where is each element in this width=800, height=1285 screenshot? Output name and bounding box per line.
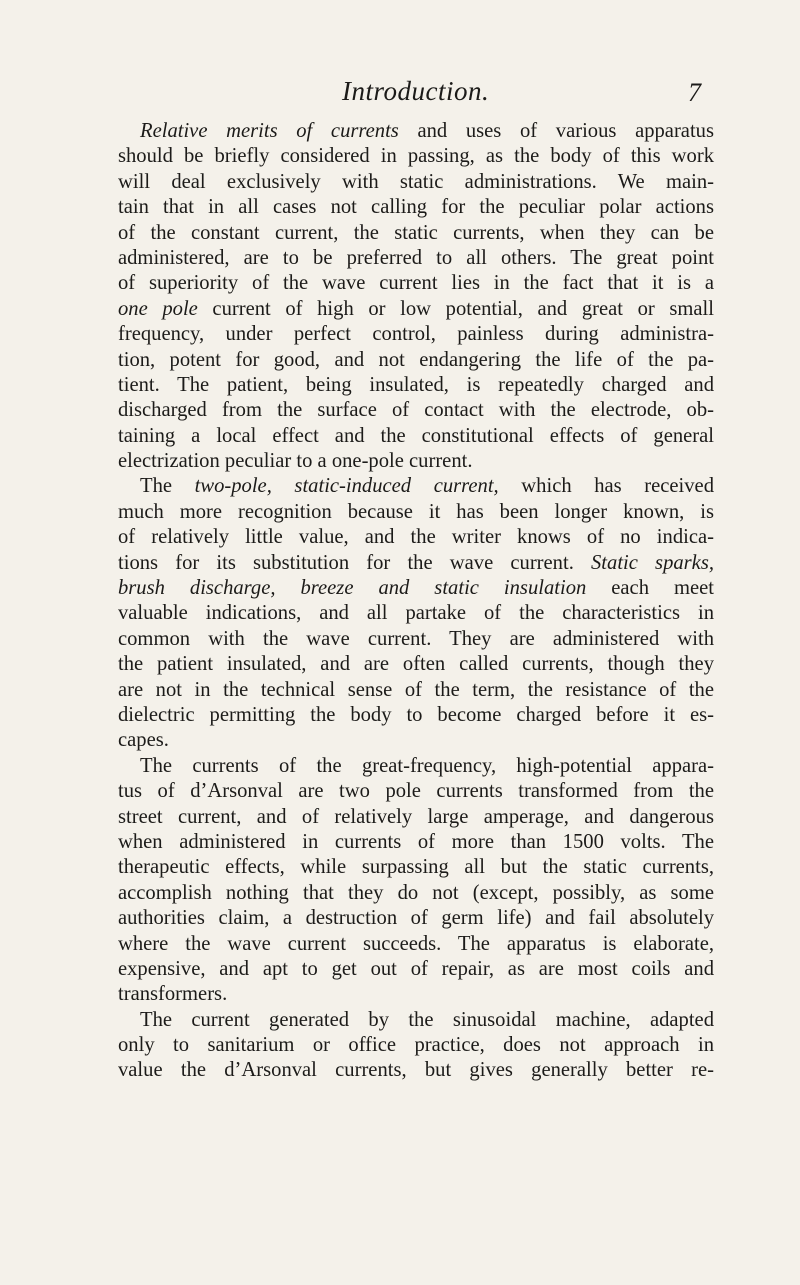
- italic-phrase: one pole: [118, 297, 198, 320]
- text-line: [118, 957, 714, 982]
- text-run: taining a local effect and the constitutional effects of general: [118, 424, 714, 447]
- text-line: [118, 1008, 714, 1033]
- text-line: [118, 271, 714, 296]
- text-run: tions for its substitution for the wave current.: [118, 551, 591, 574]
- text-run: tion, potent for good, and not endangering the life of the pa-: [118, 348, 714, 371]
- text-run: expensive, and apt to get out of repair, as are most coils and: [118, 957, 714, 980]
- text-run: of relatively little value, and the writer knows of no indica-: [118, 526, 714, 549]
- text-line: [118, 373, 714, 398]
- text-line: [118, 1033, 714, 1058]
- text-run: administered, are to be preferred to all others. The great point: [118, 246, 714, 269]
- text-line: [118, 881, 714, 906]
- text-run: discharged from the surface of contact with the electrode, ob-: [118, 399, 714, 422]
- text-line: [118, 906, 714, 931]
- body-text: [118, 119, 714, 1084]
- text-run: therapeutic effects, while surpassing all but the static currents,: [118, 856, 714, 879]
- text-line: [118, 170, 714, 195]
- text-line: [118, 322, 714, 347]
- text-run: tus of d’Arsonval are two pole currents transformed from the: [118, 780, 714, 803]
- text-run: value the d’Arsonval currents, but gives generally better re-: [118, 1059, 714, 1082]
- text-line: [118, 119, 714, 144]
- text-run: of the constant current, the static currents, when they can be: [118, 221, 714, 244]
- text-run: tient. The patient, being insulated, is repeatedly charged and: [118, 373, 714, 396]
- text-run: which has received: [498, 475, 714, 498]
- text-run: and uses of various apparatus: [398, 120, 714, 142]
- text-run: The: [140, 475, 195, 498]
- text-line: [118, 855, 714, 880]
- text-line: [118, 982, 714, 1007]
- text-run: where the wave current succeeds. The apparatus is elaborate,: [118, 932, 714, 955]
- text-run: much more recognition because it has been longer known, is: [118, 500, 714, 523]
- text-line: [118, 576, 714, 601]
- text-line: [118, 144, 714, 169]
- text-run: transformers.: [118, 983, 228, 1006]
- text-line: [118, 424, 714, 449]
- text-line: [118, 703, 714, 728]
- text-line: [118, 754, 714, 779]
- text-line: [118, 830, 714, 855]
- text-run: of superiority of the wave current lies in the fact that it is a: [118, 272, 714, 295]
- text-line: [118, 297, 714, 322]
- text-run: when administered in currents of more than 1500 volts. The: [118, 830, 714, 853]
- text-run: only to sanitarium or office practice, does not approach in: [118, 1034, 714, 1057]
- text-line: [118, 779, 714, 804]
- running-head: [0, 76, 800, 110]
- text-line: [118, 627, 714, 652]
- text-run: capes.: [118, 729, 169, 752]
- italic-phrase: brush discharge, breeze and static insulation: [118, 577, 587, 600]
- text-run: should be briefly considered in passing, as the body of this work: [118, 145, 714, 168]
- text-run: electrization peculiar to a one-pole current.: [118, 450, 473, 473]
- text-run: current of high or low potential, and great or small: [197, 297, 714, 320]
- page-number: 7: [688, 78, 701, 107]
- text-line: [118, 678, 714, 703]
- text-line: [118, 805, 714, 830]
- text-line: [118, 728, 714, 753]
- text-run: frequency, under perfect control, painless during administra-: [118, 323, 714, 346]
- text-line: [118, 246, 714, 271]
- text-line: [118, 932, 714, 957]
- text-run: tain that in all cases not calling for the peculiar polar actions: [118, 196, 714, 219]
- text-run: each meet: [586, 577, 714, 600]
- italic-phrase: Relative merits of currents: [140, 120, 399, 142]
- text-line: [118, 221, 714, 246]
- text-run: the patient insulated, and are often called currents, though they: [118, 653, 714, 676]
- text-line: [118, 474, 714, 499]
- text-run: valuable indications, and all partake of the characteristics in: [118, 602, 714, 625]
- text-line: [118, 601, 714, 626]
- text-run: dielectric permitting the body to become charged before it es-: [118, 703, 714, 726]
- italic-phrase: Static sparks,: [591, 551, 714, 574]
- text-run: The current generated by the sinusoidal machine, adapted: [140, 1008, 714, 1031]
- text-run: accomplish nothing that they do not (except, possibly, as some: [118, 881, 714, 904]
- running-head-title: Introduction.: [342, 76, 490, 106]
- text-line: [118, 500, 714, 525]
- text-line: [118, 652, 714, 677]
- text-line: [118, 195, 714, 220]
- italic-phrase: two-pole, static-induced current,: [194, 475, 499, 498]
- text-run: street current, and of relatively large amperage, and dangerous: [118, 805, 714, 828]
- text-line: [118, 449, 714, 474]
- text-run: The currents of the great-frequency, high-potential appara-: [140, 754, 714, 777]
- text-run: authorities claim, a destruction of germ life) and fail absolutely: [118, 907, 714, 930]
- text-run: will deal exclusively with static administrations. We main-: [118, 170, 714, 193]
- text-run: are not in the technical sense of the term, the resistance of the: [118, 678, 714, 701]
- text-line: [118, 398, 714, 423]
- text-line: [118, 1058, 714, 1083]
- text-line: [118, 551, 714, 576]
- text-line: [118, 525, 714, 550]
- text-line: [118, 348, 714, 373]
- text-run: common with the wave current. They are administered with: [118, 627, 714, 650]
